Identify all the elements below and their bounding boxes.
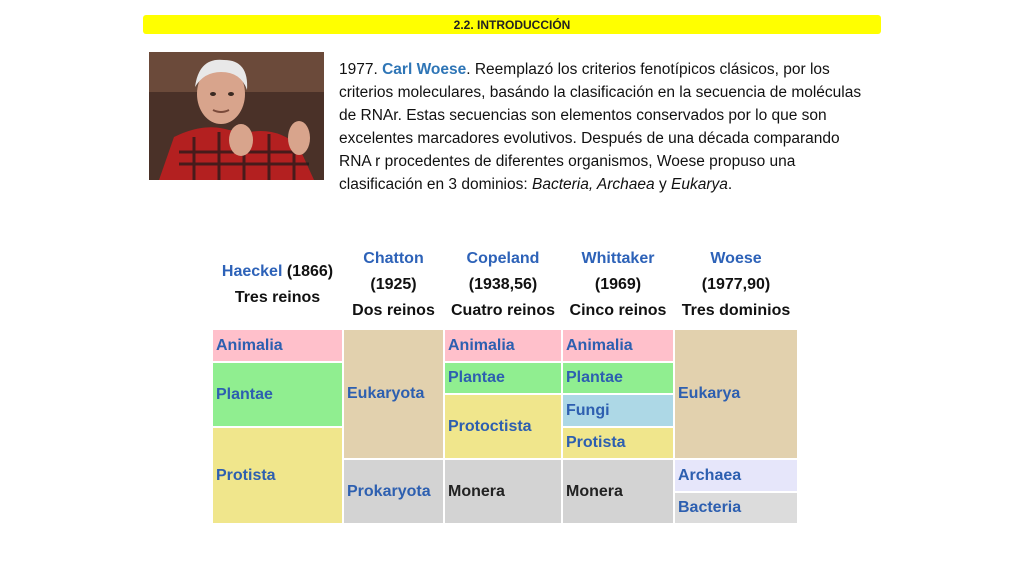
- slide-title: 2.2. INTRODUCCIÓN: [143, 15, 881, 34]
- cell-whittaker-monera: Monera: [562, 459, 674, 524]
- header-chatton: [343, 246, 444, 324]
- cell-copeland-monera: Monera: [444, 459, 562, 524]
- whittaker-name: Whittaker: [581, 250, 655, 267]
- haeckel-name-line: [212, 259, 343, 285]
- intro-paragraph: [339, 58, 875, 196]
- chatton-scheme: Dos reinos: [352, 302, 435, 319]
- connector-text: y: [654, 176, 672, 193]
- cell-whittaker-animalia: Animalia: [562, 329, 674, 362]
- chatton-year: (1925): [370, 276, 417, 293]
- paragraph-body: . Reemplazó los criterios fenotípicos clásicos, por los criterios moleculares, basándo la clasificación en la secuencia de moléculas de RNAr. Estas secuencias son elementos conservados por lo que son excelentes marcadores evolutivos. Después de una década comparando RNA r procedentes de diferentes organismos, Woese propuso una clasificación en 3 dominios:: [339, 61, 862, 193]
- cell-woese-archaea: Archaea: [674, 459, 798, 492]
- cell-woese-eukarya: Eukarya: [674, 329, 798, 459]
- cell-whittaker-protista: Protista: [562, 427, 674, 459]
- woese-scheme: Tres dominios: [681, 302, 791, 319]
- cell-copeland-protoctista: Protoctista: [444, 394, 562, 459]
- woese-name: Woese: [710, 250, 762, 267]
- cell-copeland-plantae: Plantae: [444, 362, 562, 394]
- portrait-image: [149, 52, 324, 180]
- classification-table: [212, 246, 798, 524]
- copeland-name: Copeland: [466, 250, 540, 267]
- year-text: 1977.: [339, 61, 383, 78]
- header-whittaker: [562, 246, 674, 324]
- cell-haeckel-protista: Protista: [212, 427, 343, 524]
- domains-italic-1: Bacteria, Archaea: [532, 176, 655, 193]
- copeland-scheme: Cuatro reinos: [450, 302, 555, 319]
- haeckel-name: Haeckel: [221, 263, 283, 280]
- whittaker-scheme: Cinco reinos: [569, 302, 667, 319]
- chatton-name: Chatton: [363, 250, 424, 267]
- carl-woese-name: Carl Woese: [382, 61, 467, 78]
- header-haeckel: [212, 259, 343, 311]
- cell-whittaker-plantae: Plantae: [562, 362, 674, 394]
- cell-copeland-animalia: Animalia: [444, 329, 562, 362]
- cell-haeckel-plantae: Plantae: [212, 362, 343, 427]
- cell-chatton-eukaryota: Eukaryota: [343, 329, 444, 459]
- paragraph-end: .: [727, 176, 733, 193]
- copeland-year: (1938,56): [468, 276, 538, 293]
- cell-haeckel-animalia: Animalia: [212, 329, 343, 362]
- domains-italic-2: Eukarya: [671, 176, 728, 193]
- cell-chatton-prokaryota: Prokaryota: [343, 459, 444, 524]
- whittaker-year: (1969): [594, 276, 642, 293]
- header-copeland: [444, 246, 562, 324]
- cell-woese-bacteria: Bacteria: [674, 492, 798, 524]
- woese-year: (1977,90): [701, 276, 771, 293]
- cell-whittaker-fungi: Fungi: [562, 394, 674, 427]
- carl-woese-photo: [149, 52, 324, 180]
- haeckel-year: (1866): [286, 263, 334, 280]
- haeckel-scheme: Tres reinos: [234, 289, 321, 306]
- header-woese: [674, 246, 798, 324]
